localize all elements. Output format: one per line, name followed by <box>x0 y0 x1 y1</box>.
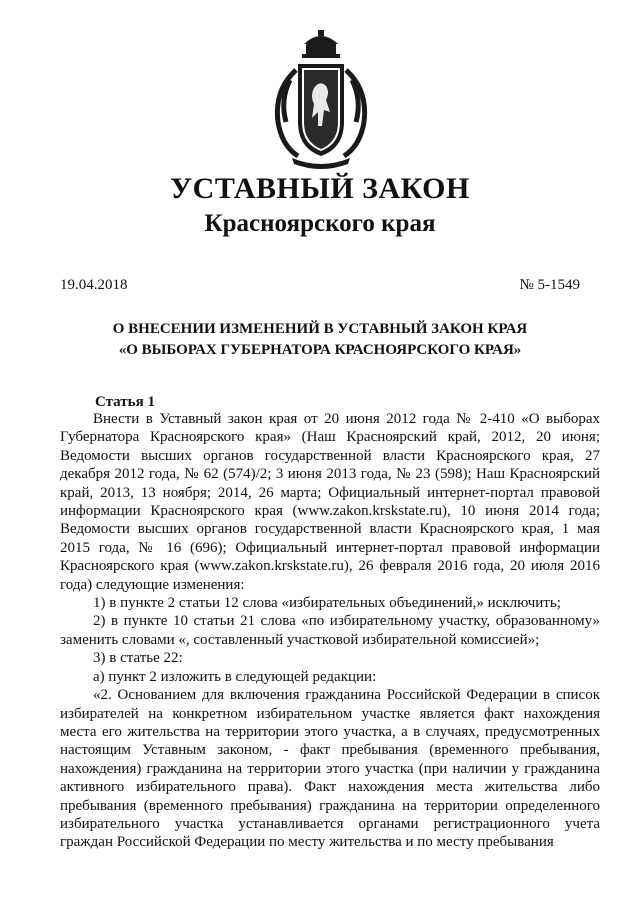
article-body <box>60 410 600 852</box>
article-paragraph: «2. Основанием для включения гражданина Российской Федерации в список избирателей на конкретном избирательном участке является факт нахождения места его жительства на территории этого участка, а в случаях, предусмотренных настоящим Уставным законом, - факт пребывания (временного пребывания, нахождения) гражданина на территории этого участка (при наличии у гражданина активного избирательного права). Факт нахождения места жительства либо пребывания (временного пребывания) гражданина на территории определенного избирательного участка устанавливается органами регистрационного учета граждан Российской Федерации по месту жительства и по месту пребывания <box>60 687 600 851</box>
article-paragraph: 2) в пункте 10 статьи 21 слова «по избирательному участку, образованному» заменить словами «, составленный участковой избирательной комиссией»; <box>60 613 600 648</box>
article-paragraph: Внести в Уставный закон края от 20 июня 2012 года № 2-410 «О выборах Губернатора Красноярского края» (Наш Красноярский край, 2012, 20 июня; Ведомости высших органов государственной власти Красноярского края, 27 декабря 2012 года, № 62 (574)/2; 3 июня 2013 года, № 23 (598); Наш Красноярский край, 2013, 13 ноября; 2014, 26 марта; Официальный интернет-портал правовой информации Красноярского края (www.zakon.krskstate.ru), 10 июня 2014 года; Ведомости высших органов государственной власти Красноярского края, 1 мая 2015 года, № 16 (696); Официальный интернет-портал правовой информации Красноярского края (www.zakon.krskstate.ru), 26 февраля 2016 года, 20 июля 2016 года) следующие изменения: <box>60 411 600 593</box>
coat-of-arms-icon <box>268 30 374 170</box>
document-title-line1: О ВНЕСЕНИИ ИЗМЕНЕНИЙ В УСТАВНЫЙ ЗАКОН КРАЯ <box>112 321 528 337</box>
article-paragraph: 1) в пункте 2 статьи 12 слова «избирательных объединений,» исключить; <box>93 595 561 612</box>
region-title: Красноярского края <box>204 210 436 237</box>
law-type-title: УСТАВНЫЙ ЗАКОН <box>170 172 470 205</box>
article-heading: Статья 1 <box>95 394 155 410</box>
document-number: № 5-1549 <box>519 277 580 293</box>
article-paragraph: 3) в статье 22: <box>93 650 183 667</box>
document-date: 19.04.2018 <box>60 277 128 293</box>
article-paragraph: а) пункт 2 изложить в следующей редакции: <box>93 668 377 685</box>
document-title-line2: «О ВЫБОРАХ ГУБЕРНАТОРА КРАСНОЯРСКОГО КРАЯ» <box>118 342 522 358</box>
